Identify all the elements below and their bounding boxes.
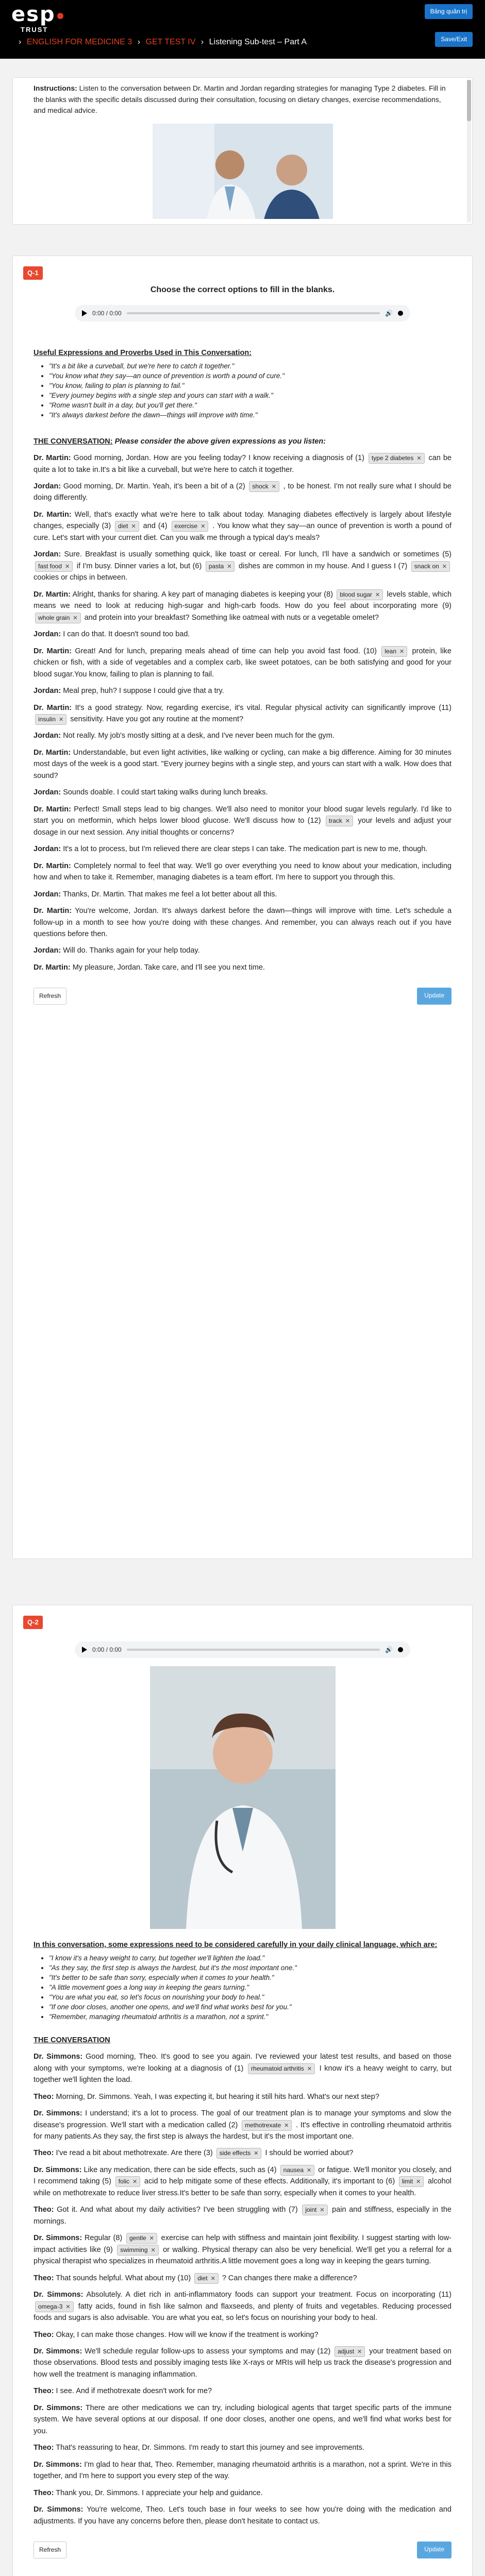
logo-text: esp xyxy=(11,3,56,26)
audio-progress-bar[interactable] xyxy=(127,1649,380,1651)
conversation-line xyxy=(34,843,451,855)
save-exit-button[interactable]: Save/Exit xyxy=(435,32,473,47)
answer-dropdown[interactable] xyxy=(206,561,235,572)
conversation-line xyxy=(34,2147,451,2159)
audio-progress-bar[interactable] xyxy=(127,312,380,314)
line-text: Morning, Dr. Simmons. Yeah, I was expecting it, but hearing it still hits hard. What's our next step? xyxy=(54,2092,379,2101)
line-text: Understandable, but even light activities, like walking or cycling, can make a big difference. Aiming for 30 minutes most days of the week is a good start. "Every journey begins with a single step, and yours can start with a walk. How does that sound? xyxy=(34,748,451,780)
speaker-name: Dr. Simmons: xyxy=(34,2347,82,2356)
answer-value: snack on xyxy=(414,562,439,570)
page-header xyxy=(0,0,485,59)
line-text: alcohol while on methotrexate to reduce liver stress.It's better to be safe than sorry, especially when it comes to your health. xyxy=(34,2177,451,2197)
speaker-name: Jordan: xyxy=(34,630,61,639)
conversation-title: THE CONVERSATION xyxy=(34,2036,110,2044)
conversation-line xyxy=(34,2204,451,2227)
dashboard-button[interactable]: Bảng quản trị xyxy=(425,4,473,19)
line-text: Got it. And what about my daily activities? I've been struggling with (7) xyxy=(54,2206,301,2214)
answer-dropdown[interactable] xyxy=(194,2273,219,2284)
line-text: Regular (8) xyxy=(82,2234,125,2243)
answer-value: track xyxy=(328,817,342,825)
conversation-line xyxy=(34,889,451,900)
speaker-name: Dr. Simmons: xyxy=(34,2109,82,2118)
answer-dropdown[interactable] xyxy=(35,2301,74,2312)
clear-icon[interactable]: ✕ xyxy=(150,2247,156,2253)
audio-player[interactable] xyxy=(75,1641,410,1658)
answer-dropdown[interactable] xyxy=(302,2205,327,2215)
line-text: and (4) xyxy=(140,522,170,531)
answer-dropdown[interactable] xyxy=(35,714,66,725)
conversation-line xyxy=(34,2504,451,2527)
clear-icon[interactable]: ✕ xyxy=(132,2179,138,2185)
instructions-body: Listen to the conversation between Dr. Martin and Jordan regarding strategies for managing Type 2 diabetes. Fill in the blanks with the specific details discussed during their consultation, focusing on dietary changes, exercise recommendations, and medical advice. xyxy=(34,84,446,115)
speaker-name: Jordan: xyxy=(34,732,61,740)
speaker-name: Theo: xyxy=(34,2488,54,2497)
line-text: Thanks, Dr. Martin. That makes me feel a lot better about all this. xyxy=(61,890,277,899)
conversation-line xyxy=(34,730,451,741)
answer-value: insulin xyxy=(38,715,56,723)
answer-value: adjust xyxy=(338,2348,355,2355)
answer-value: nausea xyxy=(283,2166,304,2174)
answer-value: joint xyxy=(305,2206,317,2214)
line-text: can be quite a lot to take in.It's a bit like a curveball, but we're here to catch it together. xyxy=(34,454,451,474)
line-text: I've read a bit about methotrexate. Are there (3) xyxy=(54,2149,215,2158)
clear-icon[interactable]: ✕ xyxy=(399,648,405,655)
speaker-name: Jordan: xyxy=(34,946,61,955)
line-text: Okay, I can make those changes. How will we know if the treatment is working? xyxy=(54,2330,319,2339)
proverb-item: • "It's always darkest before the dawn—things will improve with time." xyxy=(49,411,451,420)
speaker-name: Theo: xyxy=(34,2092,54,2101)
line-text: pain and stiffness, especially in the mornings. xyxy=(34,2206,451,2226)
proverb-item: • "As they say, the first step is always the hardest, but it's the most important one." xyxy=(49,1963,451,1973)
conversation-line xyxy=(34,747,451,782)
conversation-line xyxy=(34,2164,451,2199)
line-text: if I'm busy. Dinner varies a lot, but (6) xyxy=(74,562,204,570)
line-text: I'm glad to hear that, Theo. Remember, managing rheumatoid arthritis is a marathon, not a sprint. We're in this together, and I'm here to support you every step of the way. xyxy=(34,2460,452,2481)
proverb-item: • "You are what you eat, so let's focus on nourishing your body to heal." xyxy=(49,1993,451,2003)
speaker-name: Jordan: xyxy=(34,687,61,696)
answer-dropdown[interactable] xyxy=(326,816,353,826)
conversation-line xyxy=(34,549,451,583)
line-text: I know it's a heavy weight to carry, but together we'll lighten the load. xyxy=(34,2064,452,2084)
clear-icon[interactable]: ✕ xyxy=(65,563,70,570)
line-text: exercise can help with stiffness and maintain joint flexibility. I suggest starting with low-impact activities like (9) xyxy=(34,2234,451,2254)
speaker-name: Jordan: xyxy=(34,845,61,854)
answer-value: type 2 diabetes xyxy=(371,454,414,462)
speaker-name: Dr. Martin: xyxy=(34,590,71,599)
speaker-name: Jordan: xyxy=(34,482,61,491)
answer-dropdown[interactable] xyxy=(115,2176,141,2187)
line-text: Like any medication, there can be side effects, such as (4) xyxy=(81,2165,279,2174)
answer-value: fast food xyxy=(38,562,62,570)
answer-value: shock xyxy=(252,483,269,490)
speaker-name: Dr. Martin: xyxy=(34,907,72,916)
line-text: We'll schedule regular follow-ups to assess your symptoms and may (12) xyxy=(82,2347,333,2356)
doctor-patient-image xyxy=(153,124,333,219)
question-badge: Q-2 xyxy=(23,1616,43,1629)
answer-dropdown[interactable] xyxy=(335,2346,365,2357)
speaker-name: Dr. Martin: xyxy=(34,703,72,712)
logo-dot-icon xyxy=(57,13,63,19)
speaker-name: Dr. Martin: xyxy=(34,647,72,655)
answer-dropdown[interactable] xyxy=(411,561,450,572)
breadcrumb-item-current: Listening Sub-test – Part A xyxy=(209,38,307,46)
doctor-image xyxy=(150,1666,336,1929)
more-options-icon[interactable] xyxy=(398,1647,403,1652)
speaker-name: Theo: xyxy=(34,2274,54,2282)
answer-dropdown[interactable] xyxy=(115,521,139,532)
conversation-header xyxy=(34,436,451,447)
instructions-card xyxy=(12,77,473,225)
line-text: Sure. Breakfast is usually something quick, like toast or cereal. For lunch, I'll have a sandwich or sometimes (5) xyxy=(61,550,451,559)
play-icon[interactable] xyxy=(82,1647,87,1653)
conversation-lines xyxy=(34,452,451,973)
proverb-item: • "A little movement goes a long way in keeping the gears turning." xyxy=(49,1983,451,1993)
answer-value: swimming xyxy=(120,2246,148,2253)
clear-icon[interactable]: ✕ xyxy=(345,818,350,825)
line-text: , to be honest. I'm not really sure what I should be doing differently. xyxy=(34,482,451,502)
update-button[interactable]: Update xyxy=(417,988,451,1005)
answer-value: rheumatoid arthritis xyxy=(251,2064,304,2072)
proverb-item: • "You know, failing to plan is planning to fail." xyxy=(49,381,451,391)
breadcrumb-item-test[interactable]: GET TEST IV xyxy=(145,38,196,46)
volume-icon[interactable]: 🔊 xyxy=(385,1646,393,1653)
answer-value: blood sugar xyxy=(340,590,373,598)
audio-time: 0:00 / 0:00 xyxy=(92,1646,122,1653)
line-text: your treatment based on those observations. Blood tests and possibly imaging tests like X-rays or MRIs will help us track the disease's progression and how well the treatment is managing inflammation. xyxy=(34,2347,451,2379)
instructions-scroll-area[interactable] xyxy=(23,83,462,219)
line-text: Great! And for lunch, preparing meals ahead of time can help you avoid fast food. (10) xyxy=(72,647,380,655)
line-text: Completely normal to feel that way. We'll go over everything you need to know about your medication, including how and when to take it. Remember, managing diabetes is a team effort. I'm here to support you through this. xyxy=(34,861,451,882)
answer-value: gentle xyxy=(129,2234,146,2242)
conversation-line xyxy=(34,2329,451,2341)
answer-dropdown[interactable] xyxy=(280,2165,315,2176)
question-badge: Q-1 xyxy=(23,266,43,280)
line-text: Will do. Thanks again for your help today. xyxy=(61,946,200,955)
conversation-line xyxy=(34,2051,451,2086)
conversation-line xyxy=(34,481,451,504)
answer-dropdown[interactable] xyxy=(117,2245,159,2256)
answer-dropdown[interactable] xyxy=(369,453,425,464)
speaker-name: Dr. Martin: xyxy=(34,748,71,757)
line-text: Good morning, Jordan. How are you feeling today? I know receiving a diagnosis of (1) xyxy=(71,454,367,463)
scrollbar-thumb[interactable] xyxy=(467,80,471,121)
answer-value: limit xyxy=(402,2178,413,2185)
clear-icon[interactable]: ✕ xyxy=(73,615,78,621)
answer-dropdown[interactable] xyxy=(242,2120,292,2131)
logo[interactable] xyxy=(11,4,63,25)
speaker-name: Theo: xyxy=(34,2387,54,2396)
line-text: I understand; it's a lot to process. The goal of our treatment plan is to manage your symptoms and slow the disease's progression. We'll start with a medication called (2) xyxy=(34,2109,452,2129)
logo-subtitle: TRUST xyxy=(21,26,48,33)
line-text: You're welcome, Theo. Let's touch base in four weeks to see how you're doing with the medication and adjustments. If you have any concerns before then, please don't hesitate to contact us. xyxy=(34,2505,451,2526)
question-card-2 xyxy=(12,1605,473,2576)
conversation-line xyxy=(34,2091,451,2103)
speaker-name: Theo: xyxy=(34,2330,54,2339)
clear-icon[interactable]: ✕ xyxy=(357,2349,362,2355)
clear-icon[interactable]: ✕ xyxy=(210,2275,215,2282)
conversation-line xyxy=(34,646,451,680)
clear-icon[interactable]: ✕ xyxy=(227,563,232,570)
conversation-title: THE CONVERSATION: xyxy=(34,437,113,446)
audio-time: 0:00 / 0:00 xyxy=(92,309,122,317)
proverb-item: • "Every journey begins with a single step and yours can start with a walk." xyxy=(49,391,451,401)
line-text: I can do that. It doesn't sound too bad. xyxy=(61,630,190,639)
speaker-name: Dr. Simmons: xyxy=(34,2234,82,2243)
line-text: Good morning, Theo. It's good to see you again. I've reviewed your latest test results, and based on those along with your symptoms, we're looking at a diagnosis of (1) xyxy=(34,2053,452,2073)
answer-value: diet xyxy=(118,522,128,530)
clear-icon[interactable]: ✕ xyxy=(200,523,206,530)
answer-value: whole grain xyxy=(38,614,70,621)
speaker-name: Dr. Martin: xyxy=(34,963,71,972)
answer-dropdown[interactable] xyxy=(35,613,81,623)
line-text: Good morning, Dr. Martin. Yeah, it's been a bit of a (2) xyxy=(61,482,248,491)
conversation-subtitle: Please consider the above given expressions as you listen: xyxy=(112,437,326,446)
conversation-line xyxy=(34,2346,451,2380)
line-text: Alright, thanks for sharing. A key part of managing diabetes is keeping your (8) xyxy=(70,590,336,599)
speaker-name: Dr. Simmons: xyxy=(34,2403,83,2412)
speaker-name: Theo: xyxy=(34,2444,54,2452)
clear-icon[interactable]: ✕ xyxy=(65,2303,71,2310)
line-text: your levels and adjust your dosage in our next session. Any initial thoughts or concerns? xyxy=(34,817,451,837)
speaker-name: Jordan: xyxy=(34,890,61,899)
conversation-line xyxy=(34,589,451,623)
line-text: or walking. Physical therapy can also be very beneficial. We'll get you a referral for a physical therapist who specializes in rheumatoid arthritis.A little movement goes a long way in keeping the gears turning. xyxy=(34,2245,451,2266)
clear-icon[interactable]: ✕ xyxy=(307,2065,312,2072)
answer-value: exercise xyxy=(174,522,198,530)
clear-icon[interactable]: ✕ xyxy=(375,591,380,598)
conversation-line xyxy=(34,2459,451,2482)
conversation-line xyxy=(34,452,451,476)
conversation-line xyxy=(34,2289,451,2324)
line-text: cookies or chips in between. xyxy=(34,573,128,582)
proverb-item: • "Remember, managing rheumatoid arthritis is a marathon, not a sprint." xyxy=(49,2012,451,2022)
conversation-line xyxy=(34,685,451,697)
line-text: ? Can changes there make a difference? xyxy=(220,2274,357,2282)
refresh-button[interactable]: Refresh xyxy=(34,2541,66,2558)
answer-value: folic xyxy=(118,2178,130,2185)
conversation-line xyxy=(34,702,451,725)
speaker-name: Dr. Simmons: xyxy=(34,2505,83,2514)
clear-icon[interactable]: ✕ xyxy=(131,523,136,530)
answer-value: side effects xyxy=(219,2149,251,2157)
conversation-line xyxy=(34,629,451,640)
more-options-icon[interactable] xyxy=(398,311,403,316)
answer-dropdown[interactable] xyxy=(249,481,279,492)
clear-icon[interactable]: ✕ xyxy=(442,563,447,570)
line-text: I should be worried about? xyxy=(263,2149,354,2158)
line-text: Well, that's exactly what we're here to talk about today. Managing diabetes effectively is largely about lifestyle changes, especially (3) xyxy=(34,510,451,531)
speaker-name: Dr. Martin: xyxy=(34,861,71,870)
answer-value: diet xyxy=(197,2274,208,2282)
breadcrumb xyxy=(15,36,307,49)
clear-icon[interactable]: ✕ xyxy=(59,716,64,723)
speaker-name: Dr. Simmons: xyxy=(34,2460,82,2469)
play-icon[interactable] xyxy=(82,310,87,316)
line-text: Thank you, Dr. Simmons. I appreciate your help and guidance. xyxy=(54,2488,263,2497)
speaker-name: Theo: xyxy=(34,2149,54,2158)
conversation-line xyxy=(34,2487,451,2499)
proverb-item: • "If one door closes, another one opens, and we'll find what works best for you." xyxy=(49,2003,451,2012)
line-text: dishes are common in my house. And I guess I (7) xyxy=(236,562,410,570)
answer-dropdown[interactable] xyxy=(126,2233,157,2244)
clear-icon[interactable]: ✕ xyxy=(416,455,422,462)
answer-value: lean xyxy=(384,647,397,655)
proverb-item: • "It's better to be safe than sorry, especially when it comes to your health." xyxy=(49,1973,451,1983)
conversation-line xyxy=(34,509,451,544)
line-text: It's a good strategy. Now, regarding exercise, it's vital. Regular physical activity can significantly improve (11) xyxy=(72,703,451,712)
line-text: levels stable, which means we need to look at reducing high-sugar and high-carb foods. How do you feel about incorporating more (9) xyxy=(34,590,452,611)
line-text: That's reassuring to hear, Dr. Simmons. I'm ready to start this journey and see improvements. xyxy=(54,2444,364,2452)
line-text: . You know what they say—an ounce of prevention is worth a pound of cure. Let's start with your current diet. Can you walk me through a typical day's meals? xyxy=(34,522,451,542)
clear-icon[interactable]: ✕ xyxy=(284,2122,289,2129)
proverb-item: • "Rome wasn't built in a day, but you'll get there." xyxy=(49,401,451,411)
clear-icon[interactable]: ✕ xyxy=(307,2167,312,2174)
speaker-name: Jordan: xyxy=(34,788,61,797)
proverb-item: • "I know it's a heavy weight to carry, but together we'll lighten the load." xyxy=(49,1954,451,1963)
answer-dropdown[interactable] xyxy=(172,521,209,532)
answer-value: pasta xyxy=(208,562,224,570)
speaker-name: Dr. Martin: xyxy=(34,510,72,519)
instructions-text xyxy=(23,83,462,116)
clear-icon[interactable]: ✕ xyxy=(254,2150,259,2157)
update-button[interactable]: Update xyxy=(417,2541,451,2558)
conversation-line xyxy=(34,2385,451,2397)
conversation-line xyxy=(34,2108,451,2142)
conversation-line xyxy=(34,804,451,838)
question-card-1 xyxy=(12,256,473,1559)
line-text: fatty acids, found in fish like salmon and flaxseeds, and plenty of fruits and vegetables. Reducing processed foods and sugars is also advisable. You are what you eat, so let's focus on nourishing your body to heal. xyxy=(34,2302,451,2323)
conversation-line xyxy=(34,2273,451,2284)
proverb-item: • "You know what they say—an ounce of prevention is worth a pound of cure." xyxy=(49,371,451,381)
answer-dropdown[interactable] xyxy=(381,646,407,657)
breadcrumb-separator-icon: › xyxy=(200,38,204,46)
question-title: Choose the correct options to fill in the blanks. xyxy=(150,285,335,294)
speaker-name: Dr. Simmons: xyxy=(34,2291,83,2299)
line-text: Perfect! Small steps lead to big changes. We'll also need to monitor your blood sugar levels regularly. I'd like to start you on metformin, which helps lower blood glucose. We'll discuss how to (12) xyxy=(34,805,452,825)
speaker-name: Dr. Simmons: xyxy=(34,2053,83,2061)
line-text: acid to help mitigate some of these effects. Additionally, it's important to (6) xyxy=(142,2177,397,2186)
answer-value: methotrexate xyxy=(245,2121,281,2129)
line-text: and protein into your breakfast? Something like oatmeal with nuts or a vegetable omelet? xyxy=(82,613,379,622)
instructions-label: Instructions: xyxy=(34,84,77,92)
line-text: Not really. My job's mostly sitting at a desk, and I've never been much for the gym. xyxy=(61,732,335,740)
line-text: protein, like chicken or fish, with a side of vegetables and a complex carb, like sweet potatoes, can be both satisfying and good for your blood sugar.You know, failing to plan is planning to fail. xyxy=(34,647,451,679)
speaker-name: Dr. Simmons: xyxy=(34,2165,82,2174)
clear-icon[interactable]: ✕ xyxy=(149,2235,154,2242)
conversation-line xyxy=(34,2232,451,2267)
line-text: There are other medications we can try, including biological agents that target specific parts of the immune system. We have several options at our disposal. If one door closes, another one opens, and we'll find what works best for you. xyxy=(34,2403,452,2435)
expressions-title: Useful Expressions and Proverbs Used in This Conversation: xyxy=(34,348,252,357)
speaker-name: Jordan: xyxy=(34,550,61,559)
conversation-lines xyxy=(34,2051,451,2527)
line-text: or fatigue. We'll monitor you closely, and I recommend taking (5) xyxy=(34,2165,451,2186)
answer-value: omega-3 xyxy=(38,2302,63,2310)
clear-icon[interactable]: ✕ xyxy=(320,2207,325,2214)
line-text: sensitivity. Have you got any routine at the moment? xyxy=(68,715,244,723)
proverbs-list xyxy=(49,362,451,420)
line-text: You're welcome, Jordan. It's always darkest before the dawn—things will improve with time. Let's schedule a follow-up in a month to see how you're doing with these changes. And remember, you can always reach out if you have questions before then. xyxy=(34,907,452,939)
breadcrumb-item-course[interactable]: ENGLISH FOR MEDICINE 3 xyxy=(26,38,132,46)
speaker-name: Dr. Martin: xyxy=(34,805,71,814)
line-text: It's a lot to process, but I'm relieved there are clear steps I can take. The medication part is new to me, though. xyxy=(61,845,428,854)
line-text: . It's effective in controlling rheumatoid arthritis for many patients.As they say, the first step is always the hardest, but it's the most important one. xyxy=(34,2121,451,2141)
conversation-line xyxy=(34,2402,451,2437)
line-text: I see. And if methotrexate doesn't work for me? xyxy=(54,2387,212,2396)
conversation-line xyxy=(34,2442,451,2453)
clear-icon[interactable]: ✕ xyxy=(271,484,276,490)
conversation-line xyxy=(34,787,451,798)
conversation-line xyxy=(34,945,451,956)
audio-player[interactable] xyxy=(75,305,410,321)
answer-dropdown[interactable] xyxy=(35,561,73,572)
conversation-line xyxy=(34,905,451,940)
breadcrumb-home-icon[interactable]: › xyxy=(19,38,22,46)
refresh-button[interactable]: Refresh xyxy=(34,988,66,1005)
line-text: Sounds doable. I could start taking walks during lunch breaks. xyxy=(61,788,268,797)
clear-icon[interactable]: ✕ xyxy=(416,2179,421,2185)
proverbs-list xyxy=(49,1954,451,2022)
line-text: Absolutely. A diet rich in anti-inflammatory foods can support your treatment. Focus on incorporating (11) xyxy=(83,2291,451,2299)
volume-icon[interactable]: 🔊 xyxy=(385,309,393,317)
line-text: That sounds helpful. What about my (10) xyxy=(54,2274,193,2282)
speaker-name: Dr. Martin: xyxy=(34,454,71,463)
conversation-header xyxy=(34,2035,451,2046)
line-text: My pleasure, Jordan. Take care, and I'll see you next time. xyxy=(70,963,265,972)
answer-dropdown[interactable] xyxy=(399,2176,424,2187)
answer-dropdown[interactable] xyxy=(248,2063,315,2074)
answer-dropdown[interactable] xyxy=(216,2148,262,2159)
answer-dropdown[interactable] xyxy=(337,589,383,600)
conversation-line xyxy=(34,860,451,884)
conversation-line xyxy=(34,962,451,973)
line-text: Meal prep, huh? I suppose I could give that a try. xyxy=(61,687,224,696)
breadcrumb-separator-icon: › xyxy=(137,38,141,46)
proverb-item: • "It's a bit like a curveball, but we're here to catch it together." xyxy=(49,362,451,371)
speaker-name: Theo: xyxy=(34,2206,54,2214)
expressions-title: In this conversation, some expressions need to be considered carefully in your daily clinical language, which are: xyxy=(34,1941,438,1949)
